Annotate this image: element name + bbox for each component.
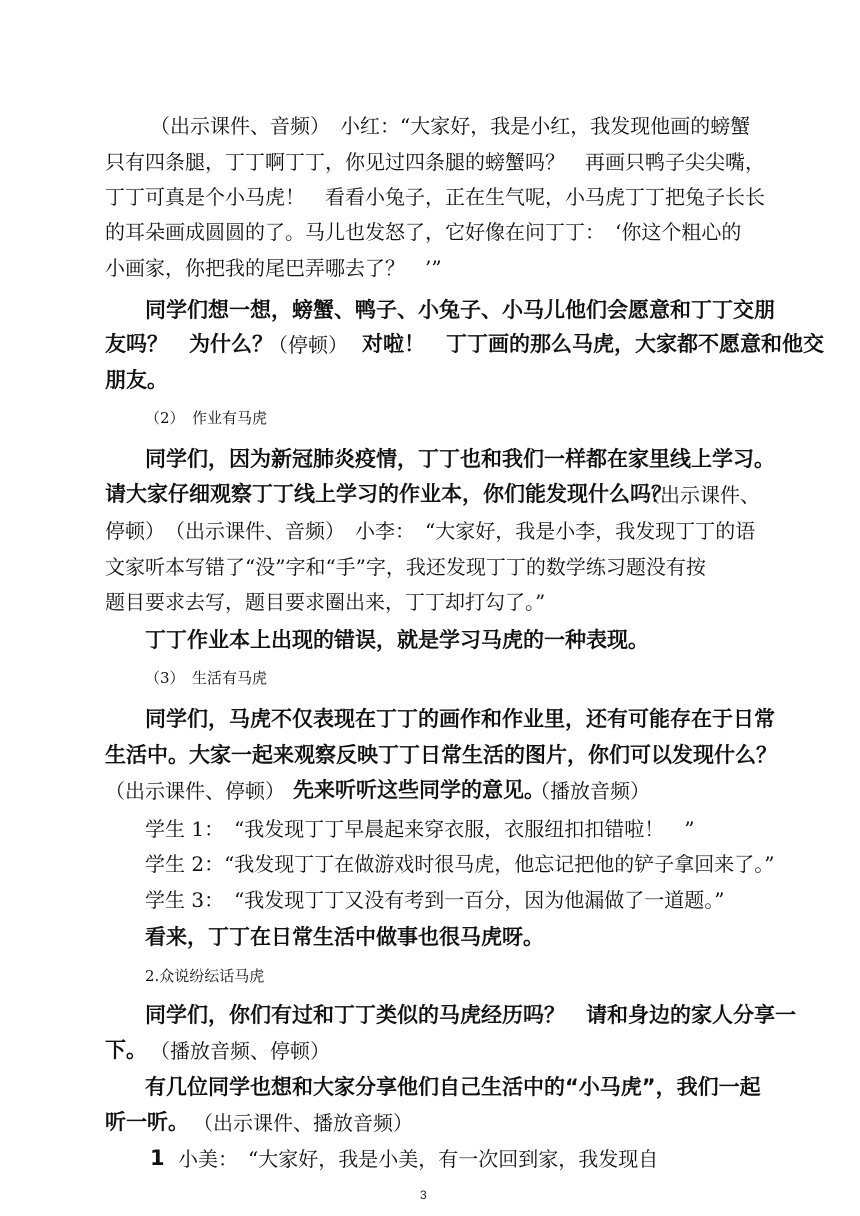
bold-line: 请大家仔细观察丁丁线上学习的作业本，你们能发现什么吗？ (105, 482, 672, 506)
paragraph-line: （出示课件、音频） 小红：“大家好，我是小红，我发现他画的螃蟹 (150, 114, 751, 138)
bold-line: 下。 (105, 1038, 147, 1062)
stage-direction: （出示课件、 (640, 483, 760, 507)
bold-line: 先来听听这些同学的意见。 (293, 778, 545, 802)
bold-line: 同学们，因为新冠肺炎疫情，丁丁也和我们一样都在家里线上学习。 (145, 447, 775, 471)
paragraph-line: 小画家，你把我的尾巴弄哪去了？ ’” (105, 256, 442, 280)
bold-line: 同学们想一想，螃蟹、鸭子、小兔子、小马儿他们会愿意和丁丁交朋 (145, 298, 775, 322)
stage-direction: （播放音频、停顿） (150, 1039, 330, 1063)
bold-line: 丁丁作业本上出现的错误，就是学习马虎的一种表现。 (145, 628, 649, 652)
paragraph-line: 学生 2：“我发现丁丁在做游戏时很马虎，他忘记把他的铲子拿回来了。” (145, 852, 775, 876)
paragraph-line: 只有四条腿，丁丁啊丁丁，你见过四条腿的螃蟹吗？ 再画只鸭子尖尖嘴， (105, 150, 765, 174)
bold-line: 同学们，马虎不仅表现在丁丁的画作和作业里，还有可能存在于日常 (145, 707, 775, 731)
bold-line: 有几位同学也想和大家分享他们自己生活中的“小马虎”，我们一起 (145, 1075, 761, 1099)
section-heading: （2） 作业有马虎 (145, 409, 268, 427)
stage-direction: （出示课件、播放音频） (193, 1111, 413, 1135)
bold-line: 同学们，你们有过和丁丁类似的马虎经历吗？ 请和身边的家人分享一 (145, 1003, 796, 1027)
section-heading: （3） 生活有马虎 (145, 669, 268, 687)
paragraph-line: 停顿） （出示课件、音频） 小李： “大家好，我是小李，我发现丁丁的语 (105, 519, 756, 543)
stage-direction: （出示课件、停顿） (105, 779, 285, 803)
bold-line: 听一听。 (105, 1110, 189, 1134)
paragraph-line: 学生 3： “我发现丁丁又没有考到一百分，因为他漏做了一道题。” (145, 888, 725, 912)
stage-direction: （停顿） (268, 333, 348, 357)
paragraph-line: 丁丁可真是个小马虎！ 看看小兔子，正在生气呢，小马虎丁丁把兔子长长 (105, 185, 765, 209)
section-heading: 2.众说纷纭话马虎 (145, 967, 265, 985)
bold-line: 对啦！ 丁丁画的那么马虎，大家都不愿意和他交 (362, 332, 824, 356)
paragraph-line: 小美： “大家好，我是小美，有一次回到家，我发现自 (178, 1147, 659, 1171)
bold-line: 生活中。大家一起来观察反映丁丁日常生活的图片，你们可以发现什么？ (105, 743, 777, 767)
bold-line: 朋友。 (105, 368, 168, 392)
page-number: 3 (420, 1188, 427, 1202)
paragraph-line: 题目要求去写，题目要求圈出来，丁丁却打勾了。” (105, 590, 546, 614)
bold-line: 看来，丁丁在日常生活中做事也很马虎呀。 (145, 925, 544, 949)
paragraph-line: 学生 1： “我发现丁丁早晨起来穿衣服，衣服纽扣扣错啦！ ” (145, 817, 695, 841)
bold-line: 友吗？ 为什么？ (105, 332, 273, 356)
stage-direction: （播放音频） (530, 779, 650, 803)
paragraph-line: 文家听本写错了“没”字和“手”字，我还发现丁丁的数学练习题没有按 (105, 555, 706, 579)
paragraph-line: 的耳朵画成圆圆的了。马儿也发怒了，它好像在问丁丁： ‘你这个粗心的 (105, 220, 742, 244)
list-number: 1 (150, 1146, 165, 1170)
